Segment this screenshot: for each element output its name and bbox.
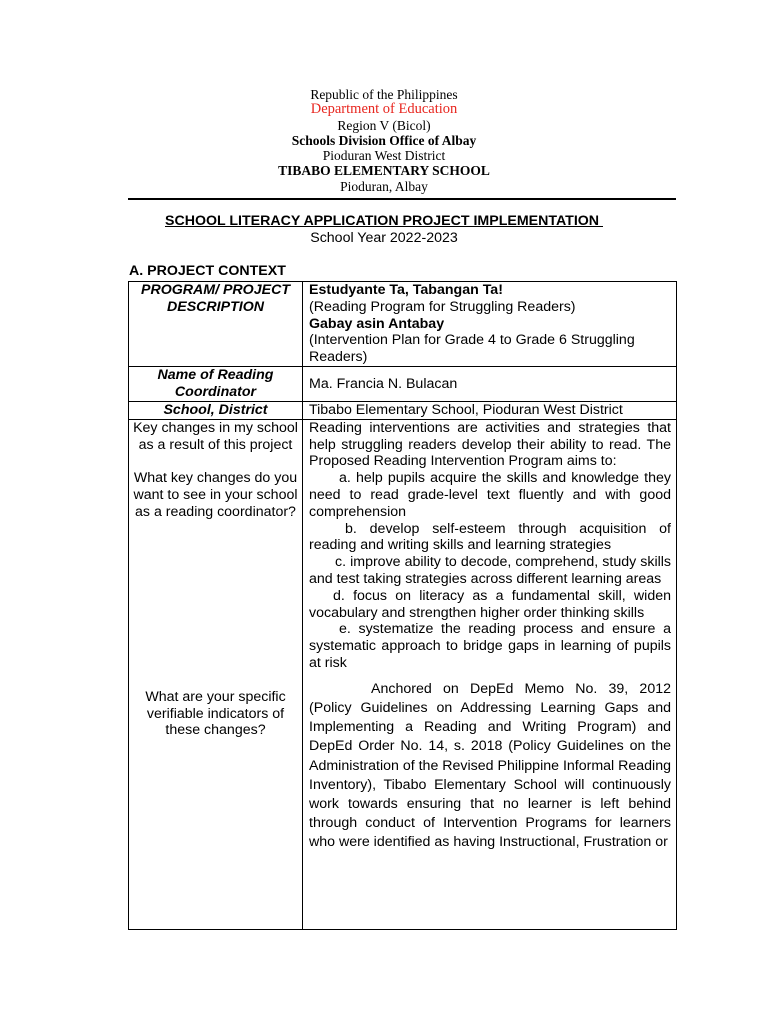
table-row (129, 282, 677, 367)
intro-paragraph: Reading interventions are activities and strategies that help struggling readers develop their ability to read. The Proposed Reading Intervention Program aims to: (309, 419, 671, 470)
table-row (129, 419, 677, 929)
anchored-paragraph: Anchored on DepEd Memo No. 39, 2012 (Policy Guidelines on Addressing Learning Gaps and Implementing a Reading and Writing Program) and DepEd Order No. 14, s. 2018 (Policy Guidelines on the Administration of the Revised Philippine Informal Reading Inventory), Tibabo Elementary School will continuously work towards ensuring that no learner is left behind through conduct of Intervention Programs for learners who were identified as having Instructional, Frustration or (309, 680, 671, 851)
aim-b: b. develop self-esteem through acquisition of reading and writing skills and learning strategies (309, 520, 671, 554)
region-line: Region V (Bicol) (337, 117, 431, 133)
school-name-line: TIBABO ELEMENTARY SCHOOL (278, 163, 490, 179)
aim-e: e. systematize the reading process and ensure a systematic approach to bridge gaps in learning of pupils at risk (309, 621, 671, 671)
aim-a: a. help pupils acquire the skills and knowledge they need to read grade-level text fluently and with good comprehension (309, 470, 671, 520)
program-desc-1: (Reading Program for Struggling Readers) (309, 298, 576, 315)
program-name-1: Estudyante Ta, Tabangan Ta! (309, 282, 503, 298)
table-row (129, 366, 677, 401)
letterhead (0, 87, 768, 194)
section-a-heading: A. PROJECT CONTEXT (129, 263, 286, 279)
program-name-2: Gabay asin Antabay (309, 315, 445, 332)
republic-line: Republic of the Philippines (310, 87, 458, 102)
program-cell (303, 282, 677, 367)
header-divider (128, 198, 676, 200)
coordinator-value: Ma. Francia N. Bulacan (303, 366, 677, 401)
program-label: PROGRAM/ PROJECT DESCRIPTION (129, 282, 303, 367)
school-district-label: School, District (129, 401, 303, 419)
address-line: Pioduran, Albay (340, 178, 428, 194)
school-year: School Year 2022-2023 (310, 230, 458, 246)
aim-c: c. improve ability to decode, comprehend, study skills and test taking strategies across different learning areas (309, 554, 671, 587)
division-line: Schools Division Office of Albay (291, 132, 477, 148)
reading-coordinator-question: What key changes do you want to see in your school as a reading coordinator? (133, 470, 298, 520)
key-changes-question: Key changes in my school as a result of this project (133, 419, 298, 453)
coordinator-label: Name of Reading Coordinator (129, 366, 303, 401)
document-title: SCHOOL LITERACY APPLICATION PROJECT IMPLEMENTATION (165, 213, 603, 229)
description-cell (303, 419, 677, 929)
table-row (129, 401, 677, 419)
school-district-value: Tibabo Elementary School, Pioduran West District (303, 401, 677, 419)
district-line: Pioduran West District (322, 148, 446, 164)
program-desc-2: (Intervention Plan for Grade 4 to Grade 6 Struggling Readers) (309, 332, 635, 366)
questions-cell (129, 419, 303, 929)
deped-line: Department of Education (310, 101, 458, 118)
aim-d: d. focus on literacy as a fundamental skill, widen vocabulary and strengthen higher order thinking skills (309, 587, 671, 621)
project-context-table (128, 281, 677, 930)
indicators-question: What are your specific verifiable indicators of these changes? (145, 688, 286, 739)
